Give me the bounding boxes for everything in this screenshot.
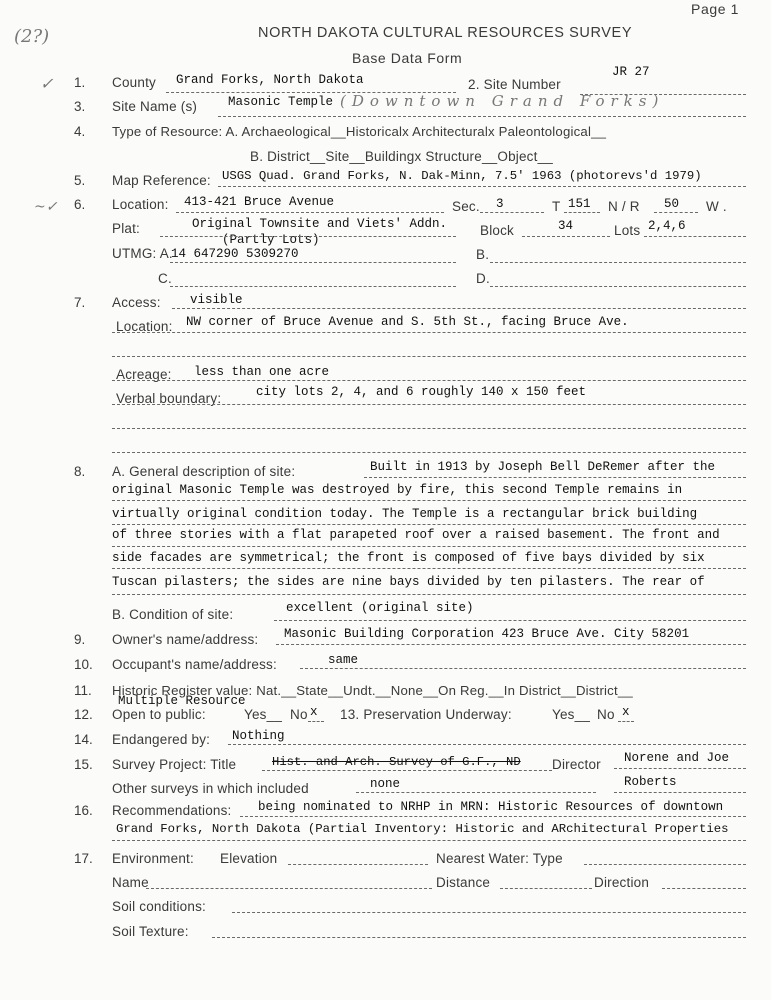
resource-type-line-b: B. District__Site__Buildingx Structure__Object__ (250, 149, 554, 164)
location-underline (176, 212, 444, 213)
resource-type-line-a: Type of Resource: A. Archaeological__Historicalx Architecturalx Paleontological__ (112, 124, 607, 139)
occupant-label: Occupant's name/address: (112, 657, 277, 672)
preservation-label: 13. Preservation Underway: (340, 707, 512, 722)
t-underline (564, 212, 600, 213)
historic-register-typed: Multiple Resource (118, 694, 246, 708)
block-value: 34 (558, 219, 574, 233)
t-value: 151 (568, 197, 591, 211)
soil-texture-underline (212, 937, 746, 938)
condition-value: excellent (original site) (286, 601, 474, 615)
lots-underline (644, 236, 746, 237)
verbal-boundary-value: city lots 2, 4, and 6 roughly 140 x 150 feet (256, 385, 587, 399)
access-value: visible (190, 293, 243, 307)
open-no-mark: x (310, 705, 318, 719)
open-to-public-label: Open to public: (112, 707, 206, 722)
item-number: 7. (74, 295, 86, 310)
item-number: 8. (74, 464, 86, 479)
lots-value: 2,4,6 (648, 219, 686, 233)
utmg-d-underline (490, 286, 746, 287)
item-number: 11. (74, 683, 92, 698)
plat-value: Original Townsite and Viets' Addn. (192, 217, 448, 231)
survey-project-label: Survey Project: Title (112, 757, 237, 772)
owner-label: Owner's name/address: (112, 632, 259, 647)
recommendations-label: Recommendations: (112, 803, 232, 818)
occupant-underline (300, 668, 746, 669)
description-underline (112, 594, 746, 595)
recommendations-value: being nominated to NRHP in MRN: Historic Resources of downtown (258, 800, 724, 814)
endangered-label: Endangered by: (112, 732, 211, 747)
survey-title-value: Hist. and Arch. Survey of G.F., ND (272, 755, 521, 769)
item-number: 5. (74, 173, 86, 188)
utmg-b-underline (490, 262, 746, 263)
block-label: Block (480, 223, 515, 238)
sec-underline (480, 212, 544, 213)
description-underline (112, 524, 746, 525)
acreage-underline (112, 380, 746, 381)
plat-partly-lots: (Partly Lots) (222, 233, 320, 247)
access-location-label: Location: (116, 319, 173, 334)
block-underline (522, 236, 610, 237)
other-surveys-value: none (370, 777, 401, 791)
preservation-yes: Yes__ (552, 707, 591, 722)
utmg-b-label: B. (476, 247, 490, 262)
form-subtitle: Base Data Form (352, 50, 463, 66)
w-label: W . (706, 199, 727, 214)
elevation-underline (288, 864, 428, 865)
director-underline-2 (614, 792, 746, 793)
endangered-value: Nothing (232, 729, 285, 743)
site-name-handwritten: (Downtown Grand Forks) (340, 92, 665, 110)
soil-texture-label: Soil Texture: (112, 924, 189, 939)
description-line: side facades are symmetrical; the front is composed of five bays divided by six (112, 551, 705, 565)
nr-label: N / R (608, 199, 640, 214)
utmg-d-label: D. (476, 271, 490, 286)
site-number-value: JR 27 (612, 65, 650, 79)
nearest-water-label: Nearest Water: Type (436, 851, 563, 866)
water-type-underline (584, 864, 746, 865)
open-yes: Yes__ (244, 707, 283, 722)
plat-label: Plat: (112, 221, 141, 236)
description-line: virtually original condition today. The Temple is a rectangular brick building (112, 507, 698, 521)
map-ref-underline (218, 186, 746, 187)
blank-line (112, 428, 746, 429)
item-number: 14. (74, 732, 93, 747)
page-label: Page 1 (691, 1, 739, 17)
utmg-a-label: UTMG: A. (112, 246, 173, 261)
access-location-underline (112, 332, 746, 333)
owner-value: Masonic Building Corporation 423 Bruce Ave. City 58201 (284, 627, 690, 641)
water-name-label: Name (112, 875, 149, 890)
soil-conditions-label: Soil conditions: (112, 899, 207, 914)
access-underline (172, 308, 746, 309)
item-number: 4. (74, 124, 86, 139)
site-name-underline (218, 116, 746, 117)
director-value: Norene and Joe (624, 751, 730, 765)
r-value: 50 (664, 197, 680, 211)
item-number: 1. (74, 75, 86, 90)
access-location-value: NW corner of Bruce Avenue and S. 5th St., facing Bruce Ave. (186, 315, 629, 329)
acreage-label: Acreage: (116, 367, 172, 382)
description-label: A. General description of site: (112, 464, 296, 479)
description-underline (112, 568, 746, 569)
distance-underline (500, 888, 592, 889)
preservation-no-underline (618, 721, 634, 722)
t-label: T (552, 199, 561, 214)
item-number: 9. (74, 632, 86, 647)
description-line: of three stories with a flat parapeted roof over a raised basement. The front and (112, 528, 720, 542)
site-number-label: 2. Site Number (468, 77, 561, 92)
director-value-2: Roberts (624, 775, 677, 789)
site-name-label: Site Name (s) (112, 99, 198, 114)
item-number: 6. (74, 197, 86, 212)
description-underline (112, 546, 746, 547)
margin-check-mark: ✓ (40, 74, 54, 93)
condition-underline (274, 620, 746, 621)
utmg-c-underline (170, 286, 456, 287)
county-value: Grand Forks, North Dakota (176, 73, 364, 87)
soil-conditions-underline (232, 912, 746, 913)
environment-label: Environment: (112, 851, 194, 866)
location-value: 413-421 Bruce Avenue (184, 195, 335, 209)
item-number: 10. (74, 657, 93, 672)
elevation-label: Elevation (220, 851, 278, 866)
utmg-a-value: 14 647290 5309270 (171, 247, 299, 261)
director-label: Director (552, 757, 601, 772)
site-name-value: Masonic Temple (228, 95, 334, 109)
historic-register-line: Historic Register value: Nat.__State__Undt.__None__On Reg.__In District__District__ (112, 683, 633, 698)
description-line: Tuscan pilasters; the sides are nine bays divided by ten pilasters. The rear of (112, 575, 705, 589)
item-number: 12. (74, 707, 93, 722)
lots-label: Lots (614, 223, 641, 238)
blank-line (112, 452, 746, 453)
other-surveys-label: Other surveys in which included (112, 781, 309, 796)
sec-value: 3 (496, 197, 504, 211)
margin-check-mark: ~✓ (34, 199, 58, 215)
condition-label: B. Condition of site: (112, 607, 234, 622)
recommendations-underline (240, 816, 746, 817)
r-underline (654, 212, 698, 213)
description-underline (364, 477, 746, 478)
acreage-value: less than one acre (194, 365, 330, 379)
owner-underline (276, 644, 746, 645)
plat-underline (160, 236, 456, 237)
director-underline (614, 768, 746, 769)
map-ref-value: USGS Quad. Grand Forks, N. Dak-Minn, 7.5' 1963 (photorevs'd 1979) (222, 169, 702, 183)
direction-label: Direction (594, 875, 650, 890)
recommendations-value-2: Grand Forks, North Dakota (Partial Inventory: Historic and ARchitectural Properties (116, 822, 729, 836)
item-number: 16. (74, 803, 93, 818)
utmg-c-label: C. (158, 271, 172, 286)
open-no: No (290, 707, 308, 722)
other-surveys-underline (356, 792, 596, 793)
verbal-boundary-label: Verbal boundary: (116, 391, 222, 406)
direction-underline (662, 888, 746, 889)
item-number: 3. (74, 99, 86, 114)
description-first-line: Built in 1913 by Joseph Bell DeRemer after the (370, 460, 716, 474)
margin-note: (2?) (14, 26, 50, 47)
preservation-no-mark: x (622, 705, 630, 719)
access-label: Access: (112, 295, 161, 310)
distance-label: Distance (436, 875, 491, 890)
description-line: original Masonic Temple was destroyed by fire, this second Temple remains in (112, 483, 683, 497)
preservation-no: No (597, 707, 615, 722)
item-number: 15. (74, 757, 93, 772)
form-title: NORTH DAKOTA CULTURAL RESOURCES SURVEY (258, 25, 633, 41)
sec-label: Sec. (452, 199, 480, 214)
description-underline (112, 500, 746, 501)
item-number: 17. (74, 851, 93, 866)
recommendations-underline (112, 840, 746, 841)
county-label: County (112, 75, 156, 90)
verbal-boundary-underline (112, 404, 746, 405)
occupant-value: same (328, 653, 359, 667)
location-label: Location: (112, 197, 169, 212)
utmg-a-underline (170, 262, 456, 263)
open-no-underline (308, 721, 324, 722)
map-ref-label: Map Reference: (112, 173, 211, 188)
endangered-underline (228, 744, 746, 745)
survey-title-underline (262, 770, 552, 771)
water-name-underline (146, 888, 432, 889)
blank-line (112, 356, 746, 357)
